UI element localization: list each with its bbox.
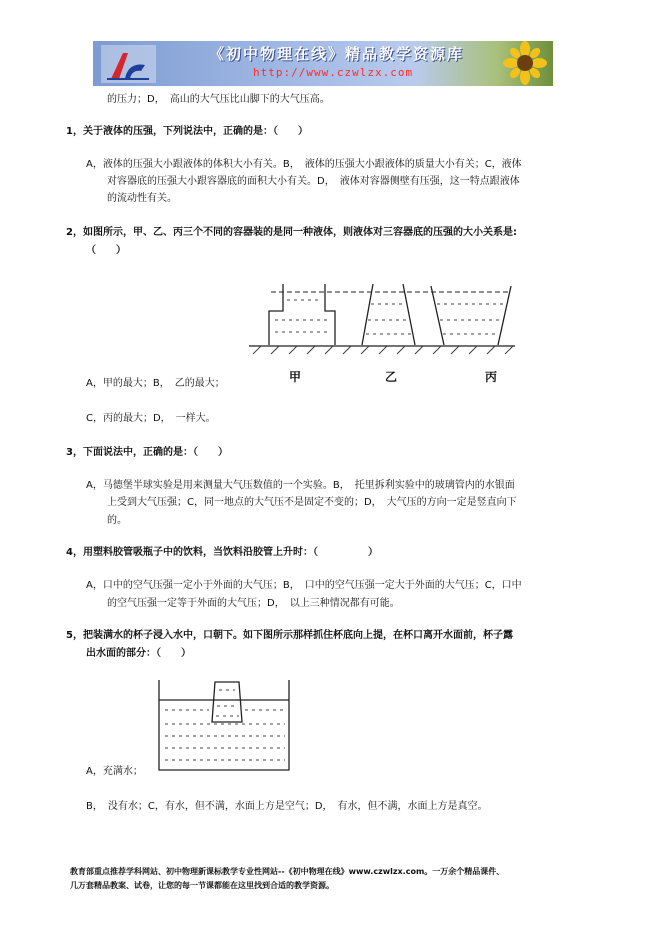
question-3-options: 的。 [107, 515, 127, 526]
question-4: 4，用塑料胶管吸瓶子中的饮料，当饮料沿胶管上升时：（ ） [66, 547, 378, 558]
question-2-options: A，甲的最大；B， 乙的最大； [86, 378, 225, 389]
question-5-options: B， 没有水；C，有水，但不满，水面上方是空气；D， 有水，但不满，水面上方是真空。 [86, 801, 488, 812]
banner-title: 《初中物理在线》精品教学资源库 [209, 45, 465, 63]
figure-label: 乙 [385, 370, 398, 384]
question-1: 1，关于液体的压强，下列说法中，正确的是：（ ） [66, 126, 308, 137]
footer-line: 教育部重点推荐学科网站、初中物理新课标教学专业性网站--《初中物理在线》www.czwlzx.com。一万余个精品课件、 [70, 867, 505, 876]
figure-label: 丙 [485, 370, 498, 384]
question-3-options: A，马德堡半球实验是用来测量大气压数值的一个实验。B， 托里拆利实验中的玻璃管内的水银面 [86, 480, 515, 491]
three-containers-figure [249, 274, 515, 388]
cup-in-water-figure [155, 678, 295, 776]
question-4-options: A，口中的空气压强一定小于外面的大气压；B， 口中的空气压强一定大于外面的大气压；C，口中 [86, 580, 522, 591]
figure-label: 甲 [289, 370, 302, 384]
question-1-options: A，液体的压强大小跟液体的体积大小有关。B， 液体的压强大小跟液体的质量大小有关；C，液体 [86, 159, 522, 170]
text-line: 的压力；D， 高山的大气压比山脚下的大气压高。 [107, 94, 330, 105]
question-1-options: 的流动性有关。 [107, 193, 177, 204]
question-3: 3，下面说法中，正确的是：（ ） [66, 447, 228, 458]
question-2: （ ） [86, 245, 126, 256]
question-4-options: 的空气压强一定等于外面的大气压；D， 以上三种情况都有可能。 [107, 598, 400, 609]
question-5-options: A，充满水； [86, 766, 143, 777]
question-2-options: C，丙的最大；D， 一样大。 [86, 413, 216, 424]
question-3-options: 上受到大气压强；C，同一地点的大气压不是固定不变的；D， 大气压的方向一定是竖直向下 [107, 497, 517, 508]
question-2: 2，如图所示，甲、乙、丙三个不同的容器装的是同一种液体，则液体对三容器底的压强的大小关系是: [66, 227, 517, 238]
question-5: 5，把装满水的杯子浸入水中，口朝下。如下图所示那样抓住杯底向上提，在杯口离开水面前，杯子露 [66, 630, 513, 641]
header-banner [93, 41, 553, 86]
site-logo-icon [101, 45, 156, 83]
question-5: 出水面的部分：（ ） [86, 648, 191, 659]
footer-line: 几万套精品教案、试卷，让您的每一节课都能在这里找到合适的教学资源。 [70, 881, 334, 890]
question-1-options: 对容器底的压强大小跟容器底的面积大小有关。D， 液体对容器侧壁有压强，这一特点跟液体 [107, 176, 520, 187]
banner-url[interactable]: http://www.czwlzx.com [253, 66, 414, 79]
sunflower-icon [499, 41, 551, 86]
